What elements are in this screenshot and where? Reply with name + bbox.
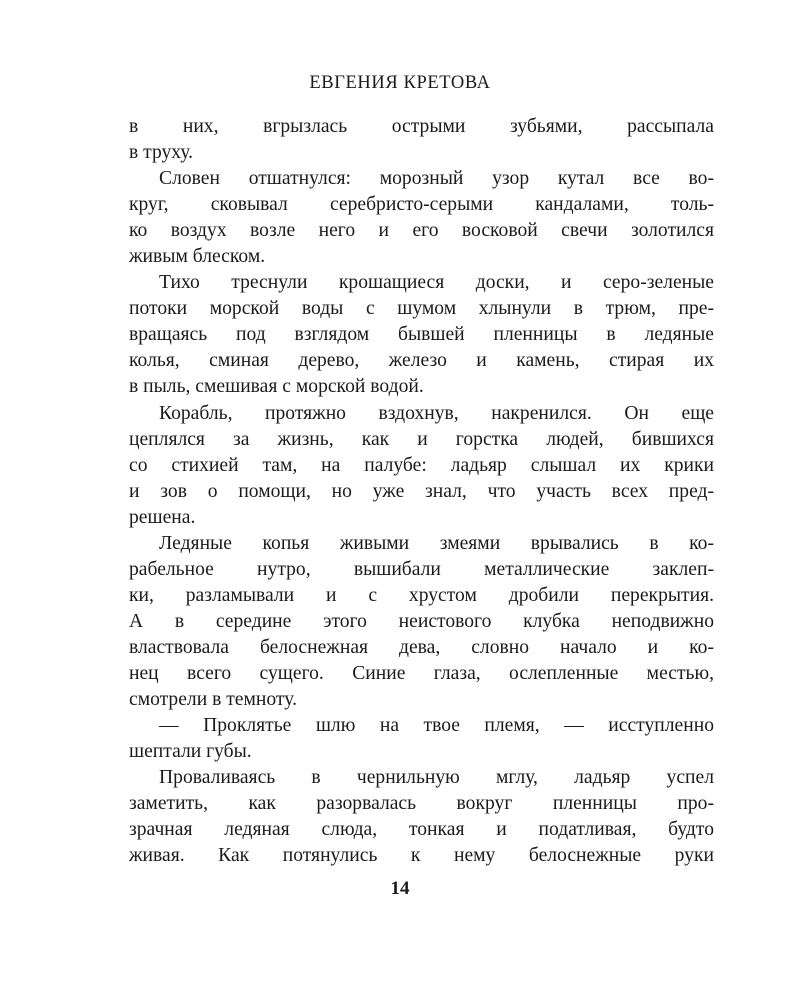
text-line: цеплялся за жизнь, как и горстка людей, бившихся xyxy=(129,428,714,450)
text-line: колья, сминая дерево, железо и камень, стирая их xyxy=(129,350,714,372)
text-line: Ледяные копья живыми змеями врывались в ко- xyxy=(159,532,714,554)
text-line: нец всего сущего. Синие глаза, ослепленные местью, xyxy=(129,662,714,684)
text-line: Тихо треснули крошащиеся доски, и серо-зеленые xyxy=(159,272,714,294)
text-line: ко воздух возле него и его восковой свечи золотился xyxy=(129,220,714,242)
text-line: Корабль, протяжно вздохнув, накренился. Он еще xyxy=(159,402,714,424)
text-line: и зов о помощи, но уже знал, что участь всех пред- xyxy=(129,480,714,502)
text-line: властвовала белоснежная дева, словно начало и ко- xyxy=(129,636,714,658)
text-line: круг, сковывал серебристо-серыми кандалами, толь- xyxy=(129,194,714,216)
text-line: потоки морской воды с шумом хлынули в трюм, пре- xyxy=(129,298,714,320)
text-line: вращаясь под взглядом бывшей пленницы в ледяные xyxy=(129,324,714,346)
text-line: смотрели в темноту. xyxy=(129,689,297,711)
body-text xyxy=(129,114,714,869)
running-head-author: ЕВГЕНИЯ КРЕТОВА xyxy=(309,73,491,93)
text-line: в пыль, смешивая с морской водой. xyxy=(129,376,424,398)
text-line: в них, вгрызлась острыми зубьями, рассыпала xyxy=(129,116,714,137)
text-line: живая. Как потянулись к нему белоснежные руки xyxy=(129,845,714,867)
text-line: шептали губы. xyxy=(129,741,252,763)
page-number: 14 xyxy=(390,878,410,899)
text-line: ки, разламывали и с хрустом дробили перекрытия. xyxy=(129,584,714,606)
text-line: в труху. xyxy=(129,142,194,164)
text-line: решена. xyxy=(129,506,196,528)
text-line: рабельное нутро, вышибали металлические заклеп- xyxy=(129,558,714,580)
text-line: Словен отшатнулся: морозный узор кутал все во- xyxy=(159,168,714,190)
text-line: заметить, как разорвалась вокруг пленницы про- xyxy=(129,793,714,815)
text-line: живым блеском. xyxy=(129,246,266,268)
text-line: А в середине этого неистового клубка неподвижно xyxy=(129,610,714,632)
text-line: Проваливаясь в чернильную мглу, ладьяр успел xyxy=(159,767,714,789)
text-line: со стихией там, на палубе: ладьяр слышал их крики xyxy=(129,454,714,476)
text-line: — Проклятье шлю на твое племя, — исступленно xyxy=(159,715,714,737)
text-line: зрачная ледяная слюда, тонкая и податливая, будто xyxy=(129,819,714,841)
